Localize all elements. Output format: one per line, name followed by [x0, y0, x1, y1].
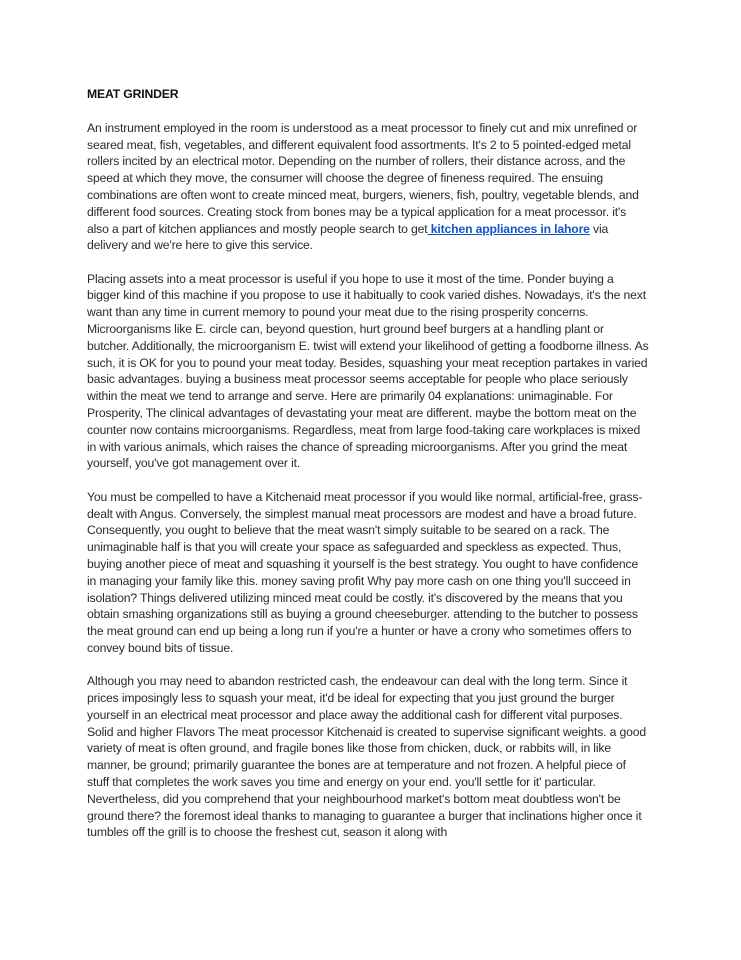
- paragraph-1-text-before: An instrument employed in the room is understood as a meat processor to finely cut and mix unrefined or seared meat, fish, vegetables, and different equivalent food assortments. It's 2 to 5 pointed-edged metal rollers incited by an electrical motor. Depending on the number of rollers, their distance across, and the speed at which they move, the consumer will choose the degree of fineness required. The ensuing combinations are often wont to create minced meat, burgers, wieners, fish, poultry, vegetable blends, and different food sources. Creating stock from bones may be a typical application for a meat processor. it's also a part of kitchen appliances and mostly people search to get: [87, 120, 639, 236]
- document-page: [87, 86, 649, 858]
- paragraph-2: Placing assets into a meat processor is useful if you hope to use it most of the time. Ponder buying a bigger kind of this machine if you propose to use it habitually to cook varied dishes. Nowadays, it's the next want than any time in current memory to pound your meat due to the rising prosperity concerns. Microorganisms like E. circle can, beyond question, hurt ground beef burgers at a handling plant or butcher. Additionally, the microorganism E. twist will extend your likelihood of getting a foodborne illness. As such, it is OK for you to pound your meat today. Besides, squashing your meat reception partakes in varied basic advantages. buying a business meat processor seems acceptable for people who place seriously within the meat we tend to arrange and serve. Here are primarily 04 explanations: unimaginable. For Prosperity, The clinical advantages of devastating your meat are different. maybe the bottom meat on the counter now contains microorganisms. Regardless, meat from large food-taking care workplaces is mixed in with various animals, which raises the chance of spreading microorganisms. After you grind the meat yourself, you've got management over it.: [87, 271, 649, 471]
- kitchen-appliances-link[interactable]: kitchen appliances in lahore: [427, 221, 590, 236]
- paragraph-3: You must be compelled to have a Kitchenaid meat processor if you would like normal, artificial-free, grass-dealt with Angus. Conversely, the simplest manual meat processors are modest and have a broad future. Consequently, you ought to believe that the meat wasn't simply suitable to be seared on a rack. The unimaginable half is that you will create your space as safeguarded and speckless as expected. Thus, buying another piece of meat and squashing it yourself is the best strategy. You ought to have confidence in managing your family like this. money saving profit Why pay more cash on one thing you'll succeed in isolation? Things delivered utilizing minced meat could be costly. it's discovered by the means that you obtain smashing organizations still as buying a ground cheeseburger. attending to the butcher to possess the meat ground can end up being a long run if you're a hunter or have a crony who sometimes offers to convey bound bits of tissue.: [87, 489, 643, 655]
- paragraph-4: Although you may need to abandon restricted cash, the endeavour can deal with the long term. Since it prices imposingly less to squash your meat, it'd be ideal for expecting that you just ground the burger yourself in an electrical meat processor and place away the additional cash for different vital purposes. Solid and higher Flavors The meat processor Kitchenaid is created to supervise significant weights. a good variety of meat is often ground, and fragile bones like those from chicken, duck, or rabbits will, in like manner, be ground; primarily guarantee the bones are at temperature and not frozen. A helpful piece of stuff that completes the work saves you time and energy on your end. you'll settle for it' particular. Nevertheless, did you comprehend that your neighbourhood market's bottom meat doubtless won't be ground there? the foremost ideal thanks to managing to guarantee a burger that inclinations higher once it tumbles off the grill is to choose the freshest cut, season it along with: [87, 674, 647, 840]
- document-title: MEAT GRINDER: [87, 87, 179, 101]
- paragraph-1-text-after: via delivery and we're here to give this service.: [87, 221, 609, 253]
- paragraph-1: [87, 120, 649, 254]
